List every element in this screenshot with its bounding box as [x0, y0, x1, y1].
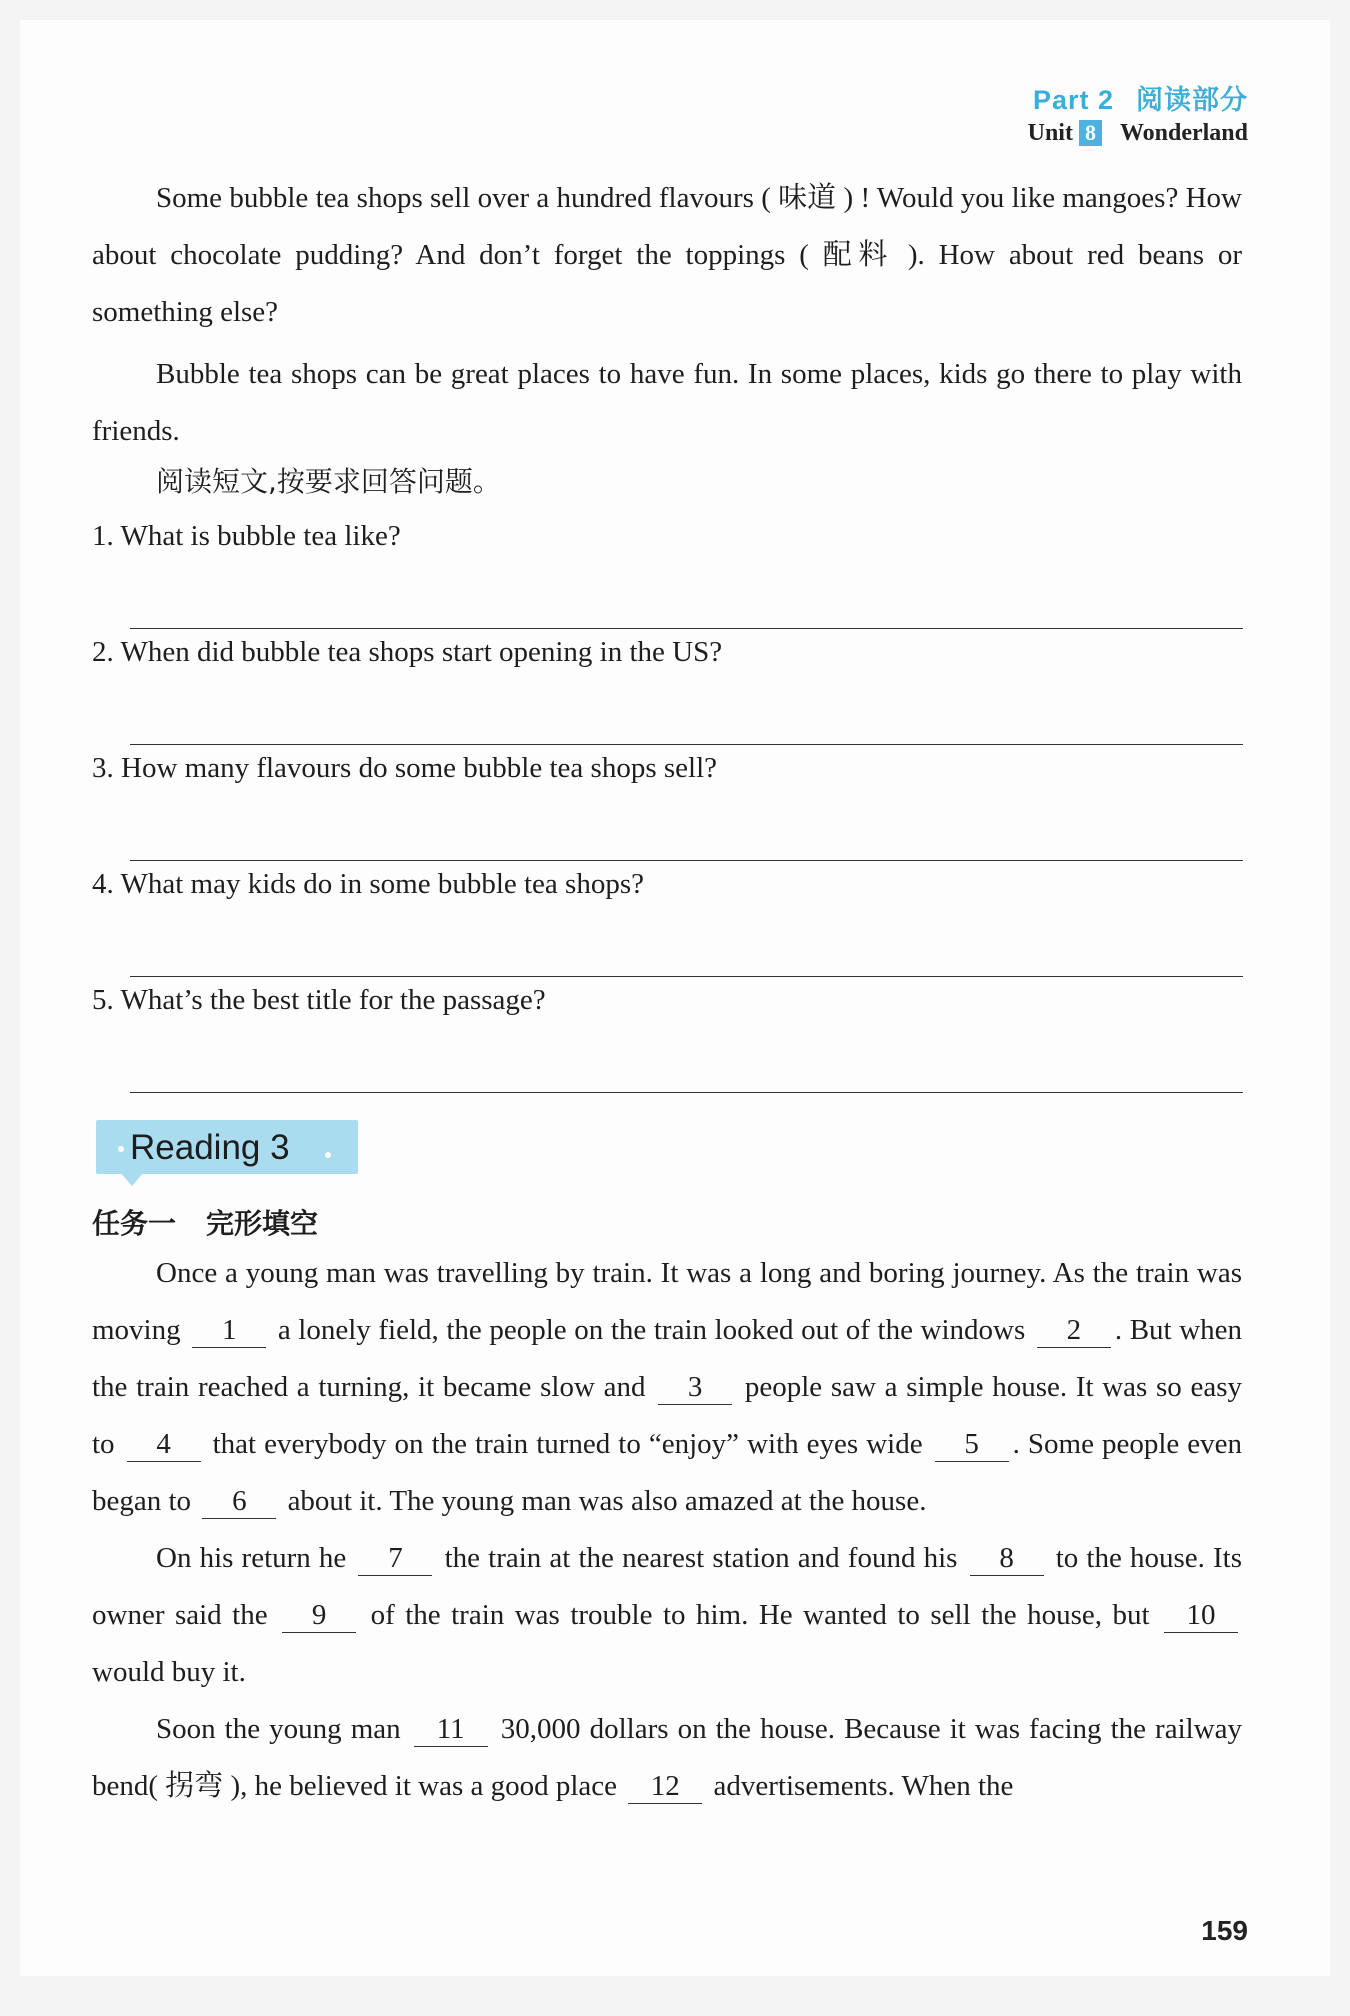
question-2: 2. When did bubble tea shops start opening in the US?: [92, 636, 723, 668]
passage-paragraph-1: Some bubble tea shops sell over a hundred flavours ( 味道 ) ! Would you like mangoes? How about chocolate pudding? And don’t forget the toppings ( 配料 ). How about red beans or something else?: [92, 182, 1242, 328]
cloze-text: 30,000 dollars on the house. Because it was facing the railway bend( 拐弯 ), he believed it was a good place: [92, 1713, 1243, 1802]
badge-dot-icon: [118, 1146, 124, 1152]
cloze-text: to the house. Its owner said the: [92, 1542, 1243, 1631]
cloze-blank-6[interactable]: 6: [202, 1484, 276, 1519]
question-3: 3. How many flavours do some bubble tea shops sell?: [92, 752, 718, 784]
cloze-blank-1[interactable]: 1: [192, 1313, 266, 1348]
cloze-text: of the train was trouble to him. He wanted to sell the house, but: [370, 1599, 1150, 1631]
answer-line-2[interactable]: [130, 744, 1243, 745]
cloze-paragraph-1: [92, 1245, 1242, 1530]
reading-badge-label: Reading 3: [130, 1128, 290, 1167]
passage-paragraph-2: Bubble tea shops can be great places to have fun. In some places, kids go there to play with friends.: [92, 358, 1242, 447]
badge-tail-shape: [120, 1172, 144, 1186]
question-1: 1. What is bubble tea like?: [92, 520, 401, 552]
task-heading: [92, 1202, 318, 1242]
header-section-label: 阅读部分: [1136, 85, 1248, 115]
answer-line-3[interactable]: [130, 860, 1243, 861]
cloze-blank-3[interactable]: 3: [658, 1370, 732, 1405]
badge-dot-icon: [325, 1152, 331, 1158]
cloze-text: people saw a simple house. It was so easy to: [92, 1371, 1243, 1460]
answer-line-4[interactable]: [130, 976, 1243, 977]
cloze-text: advertisements. When the: [713, 1770, 1014, 1802]
cloze-text: about it. The young man was also amazed at the house.: [287, 1485, 927, 1517]
cloze-text: Once a young man was travelling by train. It was a long and boring journey. As the train was moving: [92, 1257, 1242, 1346]
cloze-blank-2[interactable]: 2: [1037, 1313, 1111, 1348]
cloze-blank-9[interactable]: 9: [282, 1598, 356, 1633]
answer-line-1[interactable]: [130, 628, 1243, 629]
header-unit: [1028, 120, 1248, 147]
cloze-text: the train at the nearest station and found his: [444, 1542, 958, 1574]
cloze-blank-5[interactable]: 5: [935, 1427, 1009, 1462]
unit-label: Unit: [1027, 120, 1073, 146]
cloze-blank-11[interactable]: 11: [414, 1712, 488, 1747]
cloze-text: . Some people even began to: [92, 1428, 1243, 1517]
unit-title: Wonderland: [1119, 120, 1248, 146]
header-part-label: Part 2: [1032, 85, 1114, 115]
task-title: 完形填空: [206, 1207, 319, 1240]
question-instruction: 阅读短文,按要求回答问题。: [156, 465, 501, 498]
question-4: 4. What may kids do in some bubble tea shops?: [92, 868, 644, 900]
cloze-blank-8[interactable]: 8: [970, 1541, 1044, 1576]
cloze-paragraph-3: [92, 1701, 1242, 1815]
cloze-paragraph-2: [92, 1530, 1242, 1701]
task-label: 任务一: [92, 1207, 177, 1240]
cloze-text: a lonely field, the people on the train looked out of the windows: [277, 1314, 1026, 1346]
unit-number-badge: 8: [1079, 120, 1102, 146]
page-number: 159: [1201, 1915, 1248, 1946]
cloze-text: . But when the train reached a turning, it became slow and: [92, 1314, 1243, 1403]
cloze-blank-12[interactable]: 12: [628, 1769, 702, 1804]
cloze-blank-10[interactable]: 10: [1164, 1598, 1238, 1633]
cloze-text: that everybody on the train turned to “enjoy” with eyes wide: [212, 1428, 923, 1460]
header-part: [1033, 78, 1248, 117]
cloze-blank-7[interactable]: 7: [358, 1541, 432, 1576]
answer-line-5[interactable]: [130, 1092, 1243, 1093]
cloze-blank-4[interactable]: 4: [127, 1427, 201, 1462]
cloze-passage: [92, 1245, 1242, 1815]
textbook-page: [20, 20, 1330, 1976]
question-5: 5. What’s the best title for the passage?: [92, 984, 546, 1016]
cloze-text: would buy it.: [92, 1656, 246, 1688]
cloze-text: Soon the young man: [156, 1713, 401, 1745]
cloze-text: On his return he: [156, 1542, 347, 1574]
